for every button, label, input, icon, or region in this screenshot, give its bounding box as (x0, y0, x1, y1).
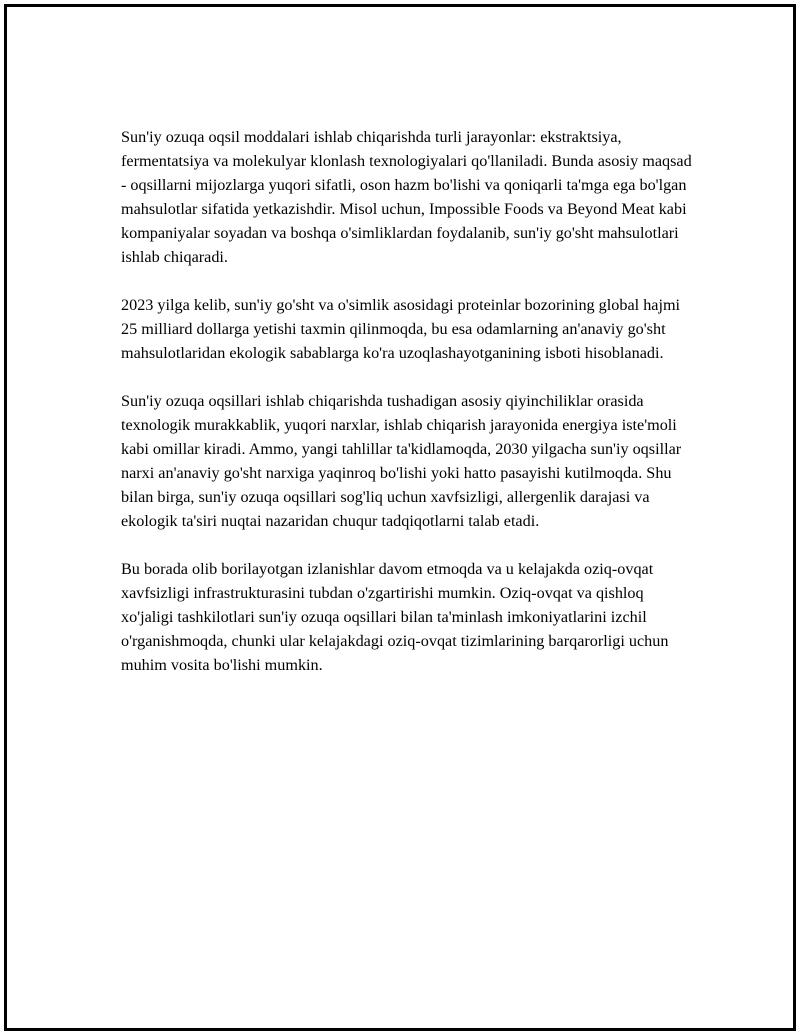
paragraph-4: Bu borada olib borilayotgan izlanishlar davom etmoqda va u kelajakda oziq-ovqat xavfsizligi infrastrukturasini tubdan o'zgartirishi mumkin. Oziq-ovqat va qishloq xo'jaligi tashkilotlari sun'iy ozuqa oqsillari bilan ta'minlash imkoniyatlarini izchil o'rganishmoqda, chunki ular kelajakdagi oziq-ovqat tizimlarining barqarorligi uchun muhim vosita bo'lishi mumkin. (121, 560, 669, 674)
document-body (121, 125, 693, 701)
paragraph-2: 2023 yilga kelib, sun'iy go'sht va o'simlik asosidagi proteinlar bozorining global hajmi 25 milliard dollarga yetishi taxmin qilinmoqda, bu esa odamlarning an'anaviy go'sht mahsulotlaridan ekologik sabablarga ko'ra uzoqlashayotganining isboti hisoblanadi. (121, 296, 681, 362)
paragraph-3: Sun'iy ozuqa oqsillari ishlab chiqarishda tushadigan asosiy qiyinchiliklar orasida texnologik murakkablik, yuqori narxlar, ishlab chiqarish jarayonida energiya iste'moli kabi omillar kiradi. Ammo, yangi tahlillar ta'kidlamoqda, 2030 yilgacha sun'iy oqsillar narxi an'anaviy go'sht narxiga yaqinroq bo'lishi yoki hatto pasayishi kutilmoqda. Shu bilan birga, sun'iy ozuqa oqsillari sog'liq uchun xavfsizligi, allergenlik darajasi va ekologik ta'siri nuqtai nazaridan chuqur tadqiqotlarni talab etadi. (121, 392, 682, 530)
paragraph-1: Sun'iy ozuqa oqsil moddalari ishlab chiqarishda turli jarayonlar: ekstraktsiya, fermentatsiya va molekulyar klonlash texnologiyalari qo'llaniladi. Bunda asosiy maqsad - oqsillarni mijozlarga yuqori sifatli, oson hazm bo'lishi va qoniqarli ta'mga ega bo'lgan mahsulotlar sifatida yetkazishdir. Misol uchun, Impossible Foods va Beyond Meat kabi kompaniyalar soyadan va boshqa o'simliklardan foydalanib, sun'iy go'sht mahsulotlari ishlab chiqaradi. (121, 128, 692, 266)
page-frame (4, 4, 796, 1031)
